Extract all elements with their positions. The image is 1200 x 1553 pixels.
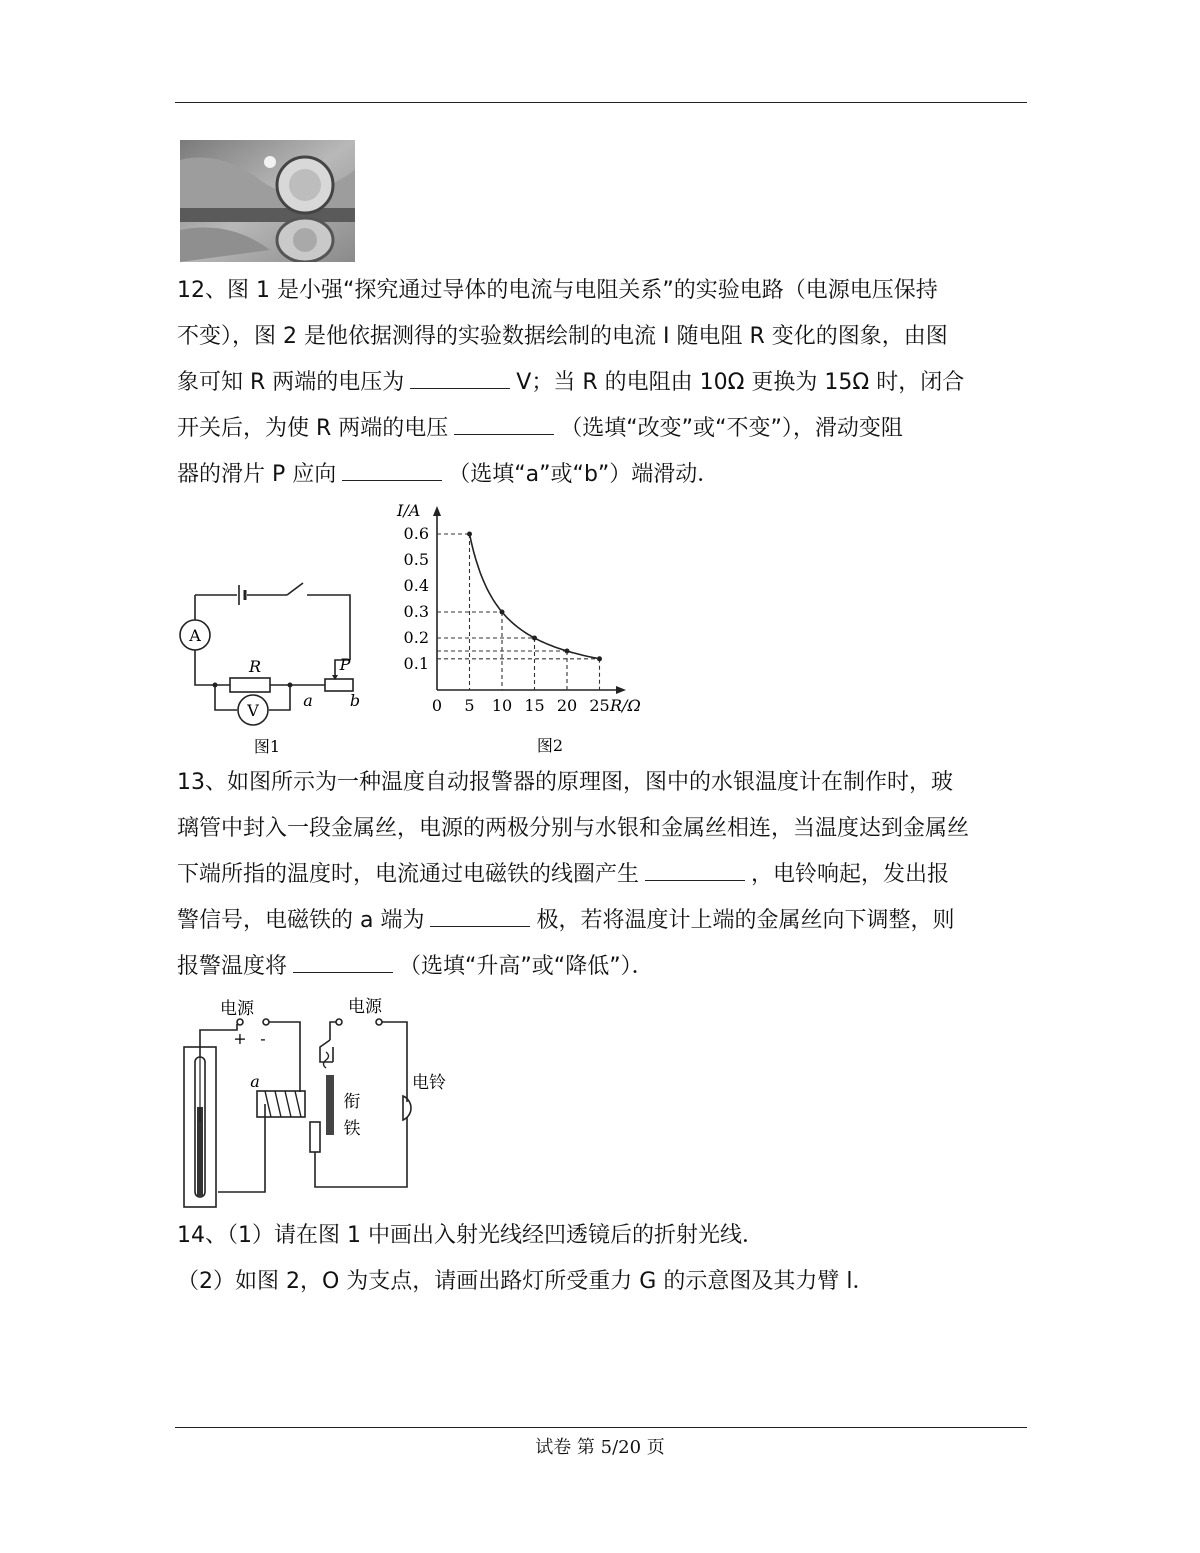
data-point: [467, 532, 472, 537]
ammeter-label: A: [189, 626, 201, 645]
voltmeter-label: V: [247, 701, 259, 720]
x-tick-label: 0: [431, 696, 443, 715]
current-resistance-chart: [385, 500, 665, 760]
x-tick-label: 15: [524, 696, 545, 715]
question-12: [177, 268, 1027, 498]
q13-line-4: 警信号，电磁铁的 a 端为 极，若将温度计上端的金属丝向下调整，则: [177, 898, 1027, 944]
answer-blank-voltage-change[interactable]: [454, 412, 554, 435]
q14-line-1: 14、（1）请在图 1 中画出入射光线经凹透镜后的折射光线．: [177, 1223, 764, 1248]
power2-terminal-left: [336, 1019, 342, 1025]
answer-blank-pole[interactable]: [430, 904, 530, 927]
power1-label: 电源: [220, 999, 254, 1019]
end-b-label: b: [349, 691, 361, 710]
y-tick-label: 0.2: [403, 628, 429, 647]
power2-label: 电源: [348, 997, 382, 1017]
power1-terminal-plus: [237, 1019, 243, 1025]
fig1-caption: 图1: [253, 737, 281, 756]
minus-label: -: [260, 1029, 266, 1048]
q13-line-2: 璃管中封入一段金属丝，电源的两极分别与水银和金属丝相连，当温度达到金属丝: [177, 816, 970, 841]
plus-label: +: [233, 1029, 247, 1048]
coil-windings: [265, 1091, 301, 1117]
x-tick-label: 10: [491, 696, 513, 715]
y-tick-label: 0.4: [403, 576, 429, 595]
resistor-box: [230, 678, 270, 692]
y-tick-label: 0.6: [403, 524, 429, 543]
question-13: [177, 760, 1027, 990]
question-14: [177, 1213, 1027, 1305]
end-a-label: a: [250, 1072, 260, 1091]
x-tick-label: 20: [556, 696, 578, 715]
y-axis-label: I/A: [397, 501, 421, 520]
data-point: [500, 610, 505, 615]
q12-line-1: 12、图 1 是小强“探究通过导体的电流与电阻关系”的实验电路（电源电压保持: [177, 278, 938, 303]
x-tick-label: 25: [589, 696, 610, 715]
q13-line-1: 13、如图所示为一种温度自动报警器的原理图，图中的水银温度计在制作时，玻: [177, 770, 953, 795]
page-footer: 试卷 第 5/20 页: [535, 1437, 665, 1458]
x-tick-label: 5: [464, 696, 475, 715]
contact-block: [310, 1122, 320, 1152]
resistor-label: R: [248, 657, 262, 676]
q14-line-2: （2）如图 2，O 为支点，请画出路灯所受重力 G 的示意图及其力臂 l．: [177, 1269, 875, 1294]
power1-terminal-minus: [263, 1019, 269, 1025]
y-tick-label: 0.1: [403, 654, 429, 673]
switch-blade: [287, 583, 303, 595]
header-rule: [175, 102, 1027, 103]
end-a-label: a: [303, 691, 313, 710]
x-axis-arrow: [616, 686, 626, 694]
rheostat-box: [325, 679, 353, 691]
temperature-alarm-diagram: [175, 992, 460, 1212]
power2-terminal-right: [376, 1019, 382, 1025]
q12-line-4: 开关后，为使 R 两端的电压 （选填“改变”或“不变”），滑动变阻: [177, 406, 1027, 452]
x-axis-label: R/Ω: [610, 696, 641, 715]
circuit-diagram-fig1: [175, 575, 375, 760]
fig2-caption: 图2: [536, 736, 564, 755]
reflection-photo: [180, 140, 355, 262]
bell-label: 电铃: [412, 1073, 446, 1093]
y-tick-label: 0.3: [403, 602, 429, 621]
data-point: [565, 649, 570, 654]
q13-line-3: 下端所指的温度时，电流通过电磁铁的线圈产生 ，电铃响起，发出报: [177, 852, 1027, 898]
q12-line-3: 象可知 R 两端的电压为 V；当 R 的电阻由 10Ω 更换为 15Ω 时，闭合: [177, 360, 1027, 406]
q12-line-5: 器的滑片 P 应向 （选填“a”或“b”）端滑动．: [177, 452, 1027, 498]
q13-line-5: 报警温度将 （选填“升高”或“降低”）．: [177, 944, 1027, 990]
slider-label: P: [339, 655, 351, 674]
data-point: [532, 636, 537, 641]
answer-blank-voltage[interactable]: [410, 366, 510, 389]
armature-bar: [326, 1075, 334, 1135]
answer-blank-slider-direction[interactable]: [342, 458, 442, 481]
y-tick-label: 0.5: [403, 550, 429, 569]
armature-label-1: 衔: [343, 1092, 361, 1112]
q12-line-2: 不变），图 2 是他依据测得的实验数据绘制的电流 I 随电阻 R 变化的图象，由图: [177, 324, 948, 349]
footer-rule: [175, 1427, 1027, 1428]
y-axis-arrow: [433, 506, 441, 516]
data-point: [597, 656, 602, 661]
spring-icon: [324, 1052, 329, 1068]
answer-blank-alarm-temperature[interactable]: [293, 950, 393, 973]
armature-label-2: 铁: [343, 1119, 361, 1139]
answer-blank-magnetism[interactable]: [645, 858, 745, 881]
